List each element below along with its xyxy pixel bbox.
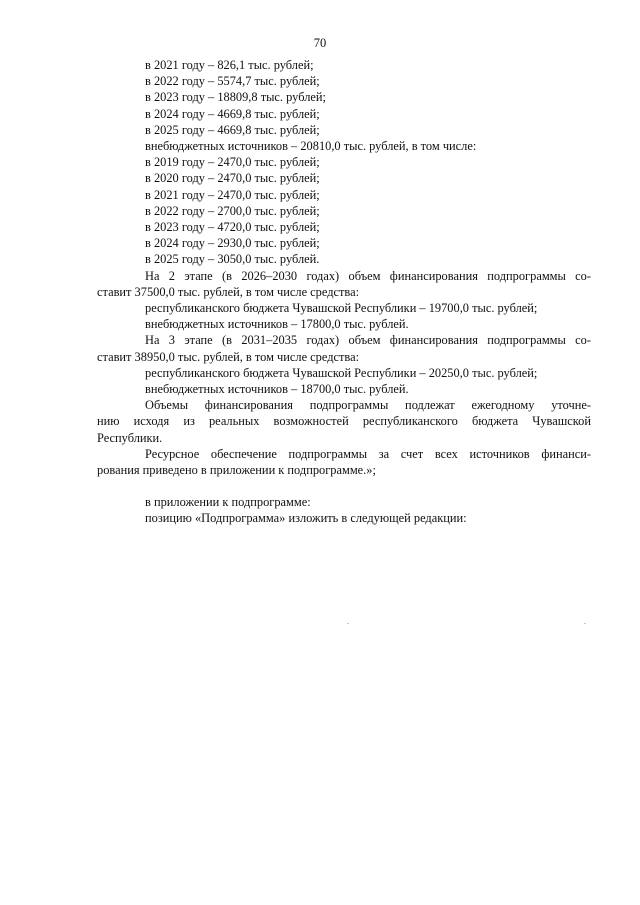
page-number: 70 (313, 36, 327, 50)
document-body (97, 57, 591, 527)
text-line: внебюджетных источников – 18700,0 тыс. рублей. (145, 382, 409, 397)
text-line: позицию «Подпрограмма» изложить в следующей редакции: (145, 511, 467, 526)
text-line: в 2023 году – 18809,8 тыс. рублей; (145, 90, 326, 105)
text-line: в 2025 году – 4669,8 тыс. рублей; (145, 122, 320, 137)
paragraph-line: Объемы финансирования подпрограммы подлежат ежегодному уточне- (145, 398, 591, 413)
text-line: в 2024 году – 4669,8 тыс. рублей; (145, 106, 320, 121)
paragraph-line: рования приведено в приложении к подпрограмме.»; (97, 463, 376, 478)
paragraph-line: На 2 этапе (в 2026–2030 годах) объем финансирования подпрограммы со- (145, 268, 591, 283)
text-line: в 2022 году – 2700,0 тыс. рублей; (145, 203, 320, 218)
paragraph-line: нию исходя из реальных возможностей республиканского бюджета Чувашской (97, 414, 591, 429)
paragraph-line: Ресурсное обеспечение подпрограммы за счет всех источников финанси- (145, 446, 591, 461)
text-line: в 2020 году – 2470,0 тыс. рублей; (145, 171, 320, 186)
paragraph-line: Республики. (97, 430, 163, 445)
paragraph-line: На 3 этапе (в 2031–2035 годах) объем финансирования подпрограммы со- (145, 333, 591, 348)
text-line: внебюджетных источников – 17800,0 тыс. рублей. (145, 317, 409, 332)
text-line: в приложении к подпрограмме: (145, 495, 311, 510)
text-line: республиканского бюджета Чувашской Республики – 19700,0 тыс. рублей; (145, 301, 538, 316)
text-line: республиканского бюджета Чувашской Республики – 20250,0 тыс. рублей; (145, 365, 538, 380)
paragraph-gap (97, 478, 591, 494)
text-line: внебюджетных источников – 20810,0 тыс. рублей, в том числе: (145, 139, 477, 154)
paragraph-line: ставит 38950,0 тыс. рублей, в том числе средства: (97, 349, 360, 364)
text-line: в 2024 году – 2930,0 тыс. рублей; (145, 236, 320, 251)
scan-speck (347, 623, 349, 624)
scan-speck (584, 623, 586, 624)
text-line: в 2025 году – 3050,0 тыс. рублей. (145, 252, 320, 267)
text-line: в 2021 году – 826,1 тыс. рублей; (145, 58, 314, 72)
text-line: в 2023 году – 4720,0 тыс. рублей; (145, 220, 320, 235)
text-line: в 2022 году – 5574,7 тыс. рублей; (145, 74, 320, 89)
paragraph-line: ставит 37500,0 тыс. рублей, в том числе средства: (97, 284, 360, 299)
text-line: в 2021 году – 2470,0 тыс. рублей; (145, 187, 320, 202)
text-line: в 2019 году – 2470,0 тыс. рублей; (145, 155, 320, 170)
